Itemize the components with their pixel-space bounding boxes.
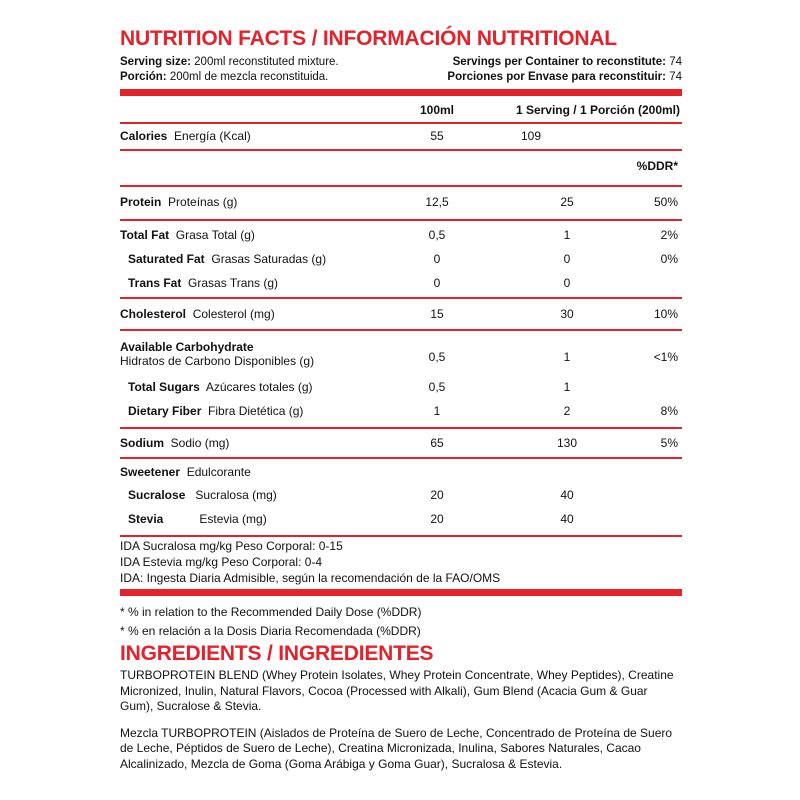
sodium-serving: 130	[556, 436, 578, 450]
total-sugars-100ml: 0,5	[428, 380, 446, 394]
cholesterol-label-en: Cholesterol	[120, 307, 187, 321]
protein-row	[120, 187, 682, 215]
sodium-row	[120, 429, 682, 457]
sucralose-label-en: Sucralose	[128, 488, 186, 502]
ddr-header: %DDR*	[636, 159, 678, 173]
cholesterol-serving: 30	[560, 307, 574, 321]
serving-size-value: 200ml reconstituted mixture.	[194, 56, 339, 68]
total-sugars-label-es: Azúcares totales (g)	[205, 380, 313, 394]
trans-fat-100ml: 0	[433, 276, 441, 290]
serving-size-label: Serving size:	[120, 56, 191, 68]
total-fat-serving: 1	[563, 228, 571, 242]
footnote-en: * % in relation to the Recommended Daily Dose (%DDR)	[120, 605, 422, 619]
protein-label-en: Protein	[120, 195, 162, 209]
total-fat-row	[120, 223, 682, 247]
saturated-fat-100ml: 0	[433, 252, 441, 266]
divider	[120, 219, 682, 221]
stevia-label-es: Estevia (mg)	[199, 512, 267, 526]
column-100ml: 100ml	[419, 103, 455, 117]
trans-fat-label-es: Grasas Trans (g)	[188, 276, 279, 290]
calories-100ml: 55	[430, 129, 444, 143]
dietary-fiber-row	[120, 399, 682, 423]
sodium-ddr: 5%	[660, 436, 678, 450]
stevia-row	[120, 507, 682, 531]
total-fat-ddr: 2%	[660, 228, 678, 242]
carbohydrate-label-es: Hidratos de Carbono Disponibles (g)	[120, 354, 315, 368]
nutrition-panel	[120, 26, 682, 772]
saturated-fat-label-es: Grasas Saturadas (g)	[211, 252, 327, 266]
calories-label-es: Energía (Kcal)	[174, 129, 251, 143]
cholesterol-row	[120, 299, 682, 329]
sweetener-label-en: Sweetener	[120, 465, 181, 479]
carbohydrate-label-en: Available Carbohydrate	[120, 340, 254, 354]
stevia-serving: 40	[560, 512, 574, 526]
serving-line-es	[120, 70, 682, 85]
ida-definition-note: IDA: Ingesta Diaria Admisible, según la recomendación de la FAO/OMS	[120, 571, 501, 585]
calories-row	[120, 124, 682, 149]
carbohydrate-row	[120, 335, 682, 375]
nutrition-title: NUTRITION FACTS / INFORMACIÓN NUTRITIONAL	[120, 27, 617, 50]
carbohydrate-ddr: <1%	[653, 350, 678, 364]
dietary-fiber-ddr: 8%	[660, 404, 678, 418]
total-sugars-serving: 1	[563, 380, 571, 394]
porcion-label: Porción:	[120, 71, 167, 83]
ingredients-spanish: Mezcla TURBOPROTEIN (Aislados de Proteína de Suero de Leche, Concentrado de Proteína de Suero de Leche, Péptidos de Suero de Leche), Creatina Micronizada, Inulina, Sabores Naturales, Cacao Alcalinizado, Mezcla de Goma (Goma Arábiga y Goma Guar), Sucralosa & Estevia.	[120, 725, 673, 771]
servings-per-container-value: 74	[669, 56, 682, 68]
sucralose-100ml: 20	[430, 488, 444, 502]
trans-fat-label-en: Trans Fat	[128, 276, 182, 290]
total-fat-label-en: Total Fat	[120, 228, 170, 242]
sodium-label-es: Sodio (mg)	[170, 436, 230, 450]
cholesterol-label-es: Colesterol (mg)	[192, 307, 275, 321]
protein-100ml: 12,5	[425, 195, 449, 209]
ingredients-english: TURBOPROTEIN BLEND (Whey Protein Isolates, Whey Protein Concentrate, Whey Peptides), Creatine Micronized, Inulin, Natural Flavors, Cocoa (Processed with Alkali), Gum Blend (Acacia Gum & Guar Gum), Sucralose & Stevia.	[120, 668, 674, 713]
stevia-100ml: 20	[430, 512, 444, 526]
saturated-fat-label-en: Saturated Fat	[128, 252, 205, 266]
dietary-fiber-100ml: 1	[433, 404, 441, 418]
carbohydrate-100ml: 0,5	[428, 350, 446, 364]
sucralose-label-es: Sucralosa (mg)	[195, 488, 277, 502]
footnotes	[120, 603, 682, 641]
sweetener-row	[120, 459, 682, 483]
divider	[120, 329, 682, 331]
servings-per-container-label: Servings per Container to reconstitute:	[452, 56, 666, 68]
saturated-fat-row	[120, 247, 682, 271]
total-fat-100ml: 0,5	[428, 228, 446, 242]
total-sugars-label-en: Total Sugars	[128, 380, 200, 394]
divider	[120, 535, 682, 537]
protein-ddr: 50%	[653, 195, 678, 209]
dietary-fiber-label-en: Dietary Fiber	[128, 404, 202, 418]
divider-thick	[120, 589, 682, 596]
protein-serving: 25	[560, 195, 574, 209]
ida-stevia-note: IDA Estevia mg/kg Peso Corporal: 0-4	[120, 555, 323, 569]
porciones-value: 74	[669, 71, 682, 83]
saturated-fat-ddr: 0%	[660, 252, 678, 266]
sweetener-label-es: Edulcorante	[186, 465, 251, 479]
ida-sucralose-note: IDA Sucralosa mg/kg Peso Corporal: 0-15	[120, 539, 343, 553]
dietary-fiber-serving: 2	[563, 404, 571, 418]
cholesterol-100ml: 15	[430, 307, 444, 321]
carbohydrate-serving: 1	[563, 350, 571, 364]
cholesterol-ddr: 10%	[653, 307, 678, 321]
ingredients-title: INGREDIENTS / INGREDIENTES	[120, 642, 434, 665]
sodium-100ml: 65	[430, 436, 444, 450]
serving-line-en	[120, 55, 682, 70]
column-header-row	[120, 96, 682, 122]
divider-thick	[120, 89, 682, 96]
total-sugars-row	[120, 375, 682, 399]
stevia-label-en: Stevia	[128, 512, 164, 526]
calories-serving: 109	[520, 129, 542, 143]
porciones-label: Porciones por Envase para reconstituir:	[447, 71, 666, 83]
sucralose-row	[120, 483, 682, 507]
saturated-fat-serving: 0	[563, 252, 571, 266]
protein-label-es: Proteínas (g)	[168, 195, 238, 209]
trans-fat-row	[120, 271, 682, 295]
total-fat-label-es: Grasa Total (g)	[175, 228, 255, 242]
column-serving: 1 Serving / 1 Porción (200ml)	[515, 103, 680, 117]
sucralose-serving: 40	[560, 488, 574, 502]
ddr-header-row	[120, 151, 682, 185]
dietary-fiber-label-es: Fibra Dietética (g)	[208, 404, 304, 418]
calories-label-en: Calories	[120, 129, 168, 143]
trans-fat-serving: 0	[563, 276, 571, 290]
ida-notes	[120, 538, 682, 586]
sodium-label-en: Sodium	[120, 436, 164, 450]
porcion-value: 200ml de mezcla reconstituida.	[169, 71, 329, 83]
footnote-es: * % en relación a la Dosis Diaria Recomendada (%DDR)	[120, 624, 421, 638]
